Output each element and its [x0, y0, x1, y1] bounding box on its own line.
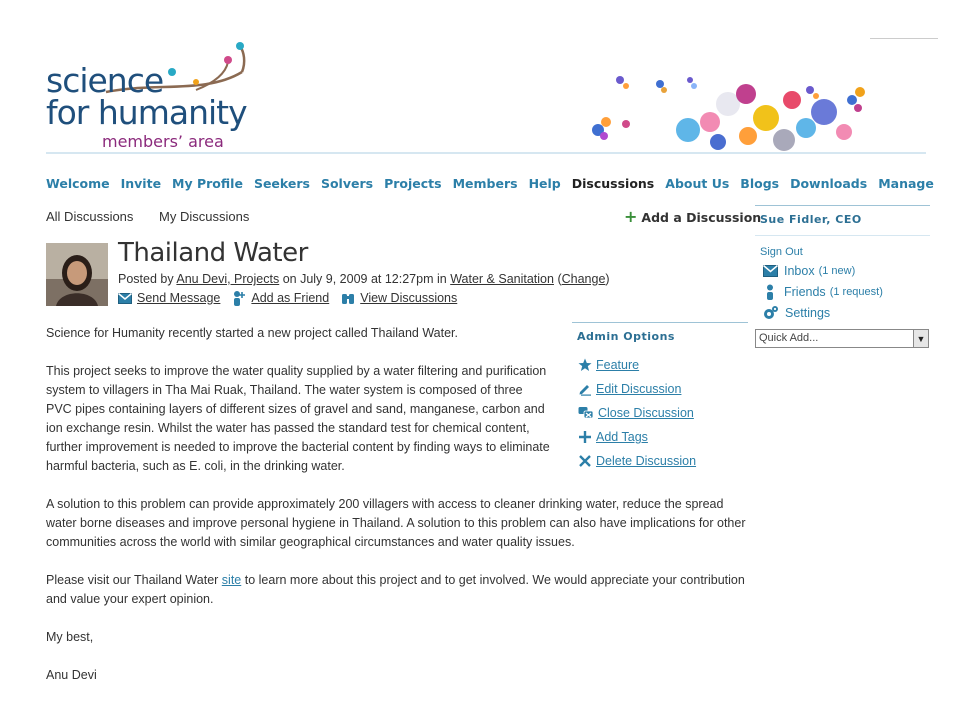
plus-icon [578, 430, 592, 444]
paragraph-4-after: to learn more about this project and to get involved. We would appreciate your contribution and value your expert opinion. [46, 573, 745, 606]
logo-line-1: science [46, 61, 164, 100]
add-friend-action[interactable] [232, 290, 329, 306]
envelope-icon [763, 265, 778, 277]
nav-item-downloads[interactable]: Downloads [790, 176, 868, 191]
logo-line-3: members’ area [102, 132, 224, 151]
close-discussion-icon [578, 406, 594, 420]
quick-add-select[interactable] [755, 329, 929, 348]
delete-discussion-option[interactable] [572, 449, 748, 473]
binoculars-icon [341, 292, 355, 305]
edit-discussion-link[interactable]: Edit Discussion [596, 382, 682, 396]
add-friend-icon [232, 290, 246, 306]
gear-icon [763, 305, 779, 321]
add-friend-link[interactable]: Add as Friend [251, 291, 330, 305]
plus-icon: + [624, 207, 638, 226]
sidebar-divider-2 [755, 235, 930, 236]
nav-item-discussions[interactable]: Discussions [571, 176, 655, 191]
close-discussion-link[interactable]: Close Discussion [598, 406, 694, 420]
person-icon [763, 284, 778, 300]
post-paragraph-1: Science for Humanity recently started a new project called Thailand Water. [46, 326, 459, 340]
view-discussions-link[interactable]: View Discussions [360, 291, 458, 305]
add-discussion-button[interactable] [624, 207, 761, 226]
edit-discussion-option[interactable] [572, 377, 748, 401]
inbox-count: (1 new) [818, 265, 856, 277]
site-link[interactable]: site [221, 573, 242, 587]
sidebar-divider [755, 205, 930, 206]
post-paragraph-2: This project seeks to improve the water quality supplied by a water filtering and purification system to villagers in Tha Mai Ruak, Thailand. The water system is composed of three PVC pipes containing layers of different sizes of gravel and sand, manganese, carbon and ion exchange resin. Whilst the water has passed the standard test for chemical content, further improvement is needed to improve the bacterial content by finding ways to eliminate harmful bacteria, such as E. coli, in the drinking water. [46, 364, 550, 473]
posted-by-prefix: Posted by [118, 272, 174, 286]
change-category-link[interactable]: Change [561, 272, 606, 286]
paragraph-4-before: Please visit our Thailand Water [46, 573, 219, 587]
logo-line-2: for humanity [46, 93, 247, 132]
admin-divider [572, 322, 748, 323]
delete-icon [578, 454, 592, 468]
envelope-icon [118, 293, 132, 304]
post-signoff: My best, [46, 630, 94, 644]
pencil-icon [578, 382, 592, 396]
nav-item-blogs[interactable]: Blogs [740, 176, 780, 191]
post-signature: Anu Devi [46, 668, 97, 682]
all-discussions-link[interactable]: All Discussions [46, 209, 134, 224]
discussion-subnav [46, 209, 271, 224]
nav-item-members[interactable]: Members [452, 176, 518, 191]
quick-add-value: Quick Add... [759, 332, 819, 344]
avatar-photo-image [46, 243, 108, 306]
top-divider [870, 38, 938, 39]
friends-label: Friends [784, 285, 826, 299]
admin-options-panel [572, 322, 748, 473]
settings-label: Settings [785, 306, 831, 320]
add-tags-link[interactable]: Add Tags [596, 430, 648, 444]
chevron-down-icon[interactable]: ▼ [913, 330, 928, 347]
feature-option[interactable] [572, 353, 748, 377]
send-message-action[interactable] [118, 291, 220, 305]
add-tags-option[interactable] [572, 425, 748, 449]
delete-discussion-link[interactable]: Delete Discussion [596, 454, 697, 468]
nav-item-help[interactable]: Help [528, 176, 561, 191]
nav-item-invite[interactable]: Invite [120, 176, 162, 191]
view-discussions-action[interactable] [341, 291, 457, 305]
category-link[interactable]: Water & Sanitation [450, 272, 554, 286]
my-discussions-link[interactable]: My Discussions [159, 209, 250, 224]
nav-item-welcome[interactable]: Welcome [46, 176, 110, 191]
star-icon [578, 358, 592, 372]
user-sidebar [755, 205, 930, 348]
molecule-banner-image [560, 60, 940, 156]
add-discussion-label: Add a Discussion [641, 210, 762, 225]
nav-item-solvers[interactable]: Solvers [320, 176, 374, 191]
author-actions [118, 290, 469, 306]
author-avatar[interactable] [46, 243, 108, 306]
post-date: on July 9, 2009 at 12:27pm in [282, 272, 447, 286]
nav-item-about-us[interactable]: About Us [665, 176, 730, 191]
header-divider [46, 152, 926, 154]
post-meta: Posted by Anu Devi, Projects on July 9, 2009 at 12:27pm in Water & Sanitation (Change) [118, 272, 610, 286]
admin-options-title: Admin Options [577, 330, 675, 343]
nav-item-manage[interactable]: Manage [878, 176, 934, 191]
friends-count: (1 request) [829, 286, 883, 298]
site-logo[interactable] [46, 48, 276, 153]
author-link[interactable]: Anu Devi, Projects [176, 272, 280, 286]
post-paragraph-4 [46, 571, 746, 609]
nav-item-projects[interactable]: Projects [384, 176, 442, 191]
nav-item-seekers[interactable]: Seekers [253, 176, 310, 191]
settings-link[interactable] [763, 305, 930, 321]
user-name[interactable]: Sue Fidler, CEO [760, 213, 862, 226]
friends-link[interactable] [763, 284, 930, 300]
inbox-label: Inbox [784, 264, 815, 278]
main-nav [46, 176, 945, 196]
inbox-link[interactable] [763, 263, 930, 279]
close-discussion-option[interactable] [572, 401, 748, 425]
send-message-link[interactable]: Send Message [137, 291, 221, 305]
sign-out-link[interactable]: Sign Out [760, 246, 803, 258]
feature-link[interactable]: Feature [596, 358, 640, 372]
page-title: Thailand Water [118, 238, 308, 268]
nav-item-my-profile[interactable]: My Profile [172, 176, 243, 191]
post-paragraph-3: A solution to this problem can provide approximately 200 villagers with access to cleaner drinking water, reduce the spread water borne diseases and improve personal hygiene in Thailand. A solution to this problem can also have implications for other communities across the world with similar geographical circumstances and water quality issues. [46, 497, 746, 549]
